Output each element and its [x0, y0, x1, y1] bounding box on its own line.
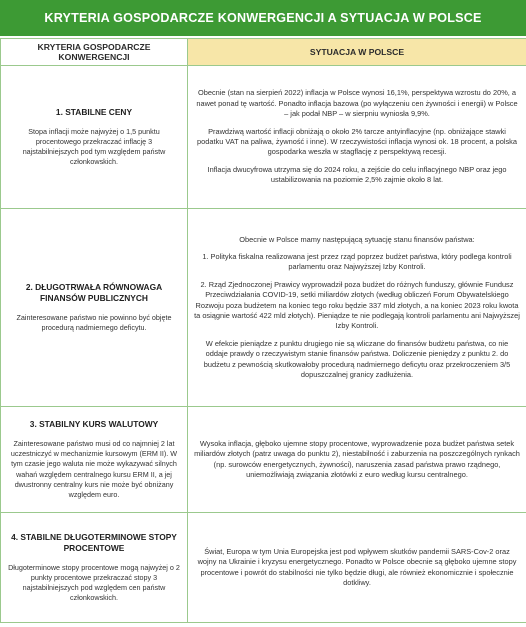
criterion-description: Zainteresowane państwo nie powinno być objęte procedurą nadmiernego deficytu. [16, 312, 172, 332]
table-row [1, 513, 526, 623]
situation-cell [188, 407, 526, 513]
column-header-situation: SYTUACJA W POLSCE [188, 39, 526, 66]
page-title: KRYTERIA GOSPODARCZE KONWERGENCJI A SYTUACJA W POLSCE [0, 0, 526, 36]
situation-paragraph: 1. Polityka fiskalna realizowana jest przez rząd poprzez budżet państwa, który podlega kontroli parlamentu oraz Najwyższej Izby Kontroli. [202, 251, 512, 272]
table-row [1, 209, 526, 407]
column-header-criteria: KRYTERIA GOSPODARCZE KONWERGENCJI [1, 39, 188, 66]
situation-paragraph: W efekcie pieniądze z punktu drugiego nie są wliczane do finansów budżetu państwa, co nie oddaje prawdy o rzeczywistym stanie finansów państwa. Doliczenie pieniędzy z punktu 2. do budżetu z pewnością skutkowałoby procedurą nadmiernego deficytu oraz przekroczeniem 3/5 dopuszczalnej granicy zadłużenia. [203, 338, 511, 380]
situation-paragraph: 2. Rząd Zjednoczonej Prawicy wyprowadził poza budżet do różnych funduszy, głównie Fundusz Przeciwdziałania COVID-19, setki miliardów złotych (według obliczeń Forum Obywatelskiego Rozwoju poza budżetem na koniec tego roku będzie 337 mld złotych, a na koniec 2023 roku kwota ta osiągnie wartość 422 mld złotych). Pieniądze te nie podlegają kontroli parlamentu ani Najwyższej Izby Kontroli. [194, 279, 520, 331]
situation-paragraph: Inflacja dwucyfrowa utrzyma się do 2024 roku, a zejście do celu inflacyjnego NBP oraz jego ustabilizowania na poziomie 2,5% zajmie około 8 lat. [207, 164, 507, 185]
table-row [1, 66, 526, 209]
situation-paragraph: Obecnie (stan na sierpień 2022) inflacja w Polsce wynosi 16,1%, perspektywa wzrostu do 20%, a nawet ponad tę wartość. Ponadto inflacja bazowa (po wyłączeniu cen żywności i energii) w Polsce – jak podał NBP – w sierpniu wyniosła 9,9%. [196, 88, 518, 119]
situation-paragraph: Wysoka inflacja, głęboko ujemne stopy procentowe, wyprowadzenie poza budżet państwa setek miliardów złotych (patrz uwaga do punktu 2), niestabilność i zaburzenia na poszczególnych rynkach (np. surowców energetycznych, żywności), naruszenia zasad państwa prawo rządnego, uniemożliwiają związania złotówki z euro według kursu centralnego. [194, 438, 520, 479]
criteria-table [0, 38, 526, 623]
situation-cell [188, 513, 526, 623]
criterion-description: Zainteresowane państwo musi od co najmniej 2 lat uczestniczyć w mechanizmie kursowym (ERM II). W tym czasie jego waluta nie może wykazywać silnych wahań względem centralnego kursu ERM II, a jej dwustronny centralny kurs nie może być obniżany względem euro. [10, 438, 178, 499]
situation-paragraph: Świat, Europa w tym Unia Europejska jest pod wpływem skutków pandemii SARS-Cov-2 oraz wojny na Ukrainie i kryzysu energetycznego. Ponadto w Polsce obecnie są głęboko ujemne stopy procentowe i powrót do stabilności nie tylko będzie długi, ale również ekonomicznie i społecznie dotkliwy. [197, 546, 517, 587]
criterion-title: 3. STABILNY KURS WALUTOWY [29, 418, 159, 429]
criterion-cell [1, 407, 188, 513]
criterion-cell [1, 66, 188, 209]
situation-paragraph: Obecnie w Polsce mamy następującą sytuację stanu finansów państwa: [239, 234, 475, 244]
criterion-description: Długoterminowe stopy procentowe mogą najwyżej o 2 punkty procentowe przekraczać stopy 3 najstabilniejszych pod względem cen państw członkowskich. [8, 562, 180, 603]
criterion-description: Stopa inflacji może najwyżej o 1,5 punktu procentowego przekraczać inflację 3 najstabilniejszych pod tym względem państw członkowskich. [22, 126, 166, 167]
table-row [1, 407, 526, 513]
criterion-cell [1, 209, 188, 407]
criterion-title: 4. STABILNE DŁUGOTERMINOWE STOPY PROCENTOWE [11, 531, 177, 553]
criterion-title: 1. STABILNE CENY [55, 106, 133, 117]
situation-cell [188, 66, 526, 209]
table-header-row [1, 39, 526, 66]
situation-paragraph: Prawdziwą wartość inflacji obniżają o około 2% tarcze antyinflacyjne (np. obniżające stawki podatku VAT na paliwa, żywność i inne). W rzeczywistości inflacja wynosi ok. 18 procent, a polska gospodarka weszła w stagflację z perspektywą recesji. [197, 126, 517, 157]
situation-cell [188, 209, 526, 407]
criterion-title: 2. DŁUGOTRWAŁA RÓWNOWAGA FINANSÓW PUBLICZNYCH [25, 281, 163, 303]
criterion-cell [1, 513, 188, 623]
